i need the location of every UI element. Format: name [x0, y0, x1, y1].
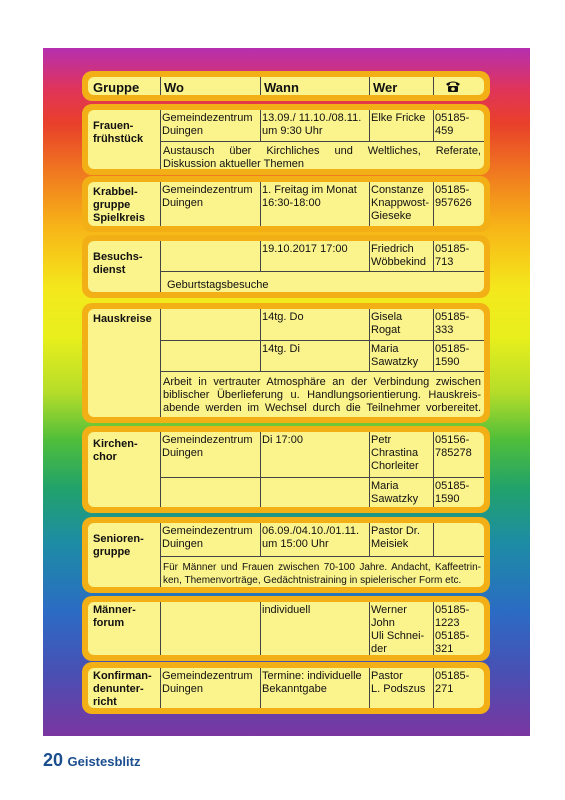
time: 13.09./ 11.10./08.11. um 9:30 Uhr: [262, 112, 362, 137]
group-name: Kirchen- chor: [93, 438, 138, 463]
group-konfirmandenunterricht: [82, 662, 490, 714]
group-name: Hauskreise: [93, 313, 152, 325]
publication-title: Geistesblitz: [67, 754, 141, 769]
contact-person: Petr Chrastina Chorleiter: [371, 434, 419, 472]
group-seniorengruppe: [82, 517, 490, 593]
time: 14tg. Do: [262, 311, 304, 323]
contact-person: Elke Fricke: [371, 112, 426, 124]
time: 1. Freitag im Monat 16:30-18:00: [262, 184, 357, 209]
contact-person: Pastor Dr. Meisiek: [371, 525, 420, 550]
description: Austausch über Kirchliches und Weltliches, Referate, Diskussion aktueller Themen: [163, 145, 481, 169]
phone-number: 05185- 459: [435, 112, 470, 137]
group-name: Männer- forum: [93, 604, 136, 629]
time: Termine: individuelle Bekanntgabe: [262, 670, 362, 695]
contact-person: Gisela Rogat: [371, 311, 403, 336]
group-frauenfruehstueck: [82, 104, 490, 175]
contact-person: Constanze Knappwost- Gieseke: [371, 184, 430, 222]
group-maennerforum: [82, 596, 490, 661]
phone-number: 05185- 1590: [435, 343, 470, 368]
group-name: Frauen- frühstück: [93, 120, 144, 145]
group-hauskreise: [82, 303, 490, 423]
phone-number: 05185- 713: [435, 243, 470, 268]
time: Di 17:00: [262, 434, 303, 446]
group-kirchenchor: [82, 426, 490, 513]
telephone-icon: [445, 80, 461, 93]
contact-person: Maria Sawatzky: [371, 343, 419, 368]
phone-number: 05156- 785278: [435, 434, 472, 459]
contact-person: Werner John Uli Schnei- der: [371, 604, 425, 655]
location: Gemeindezentrum Duingen: [162, 525, 253, 550]
phone-number: 05185- 1590: [435, 480, 470, 505]
phone-number: 05185- 271: [435, 670, 470, 695]
location: Gemeindezentrum Duingen: [162, 670, 253, 695]
contact-person: Pastor L. Podszus: [371, 670, 426, 695]
contact-person: Maria Sawatzky: [371, 480, 419, 505]
group-krabbelgruppe: [82, 176, 490, 232]
table-header: [82, 71, 490, 101]
time: 14tg. Di: [262, 343, 300, 355]
contact-person: Friedrich Wöbbekind: [371, 243, 427, 268]
time: 19.10.2017 17:00: [262, 243, 348, 255]
header-wann: Wann: [264, 80, 299, 95]
phone-number: 05185- 1223 05185- 321: [435, 604, 470, 655]
description: Geburtstagsbesuche: [167, 279, 269, 291]
phone-number: 05185- 333: [435, 311, 470, 336]
header-gruppe: Gruppe: [93, 80, 140, 95]
page-footer: [43, 750, 140, 771]
header-wer: Wer: [373, 80, 398, 95]
phone-number: 05185- 957626: [435, 184, 472, 209]
group-name: Besuchs- dienst: [93, 251, 143, 276]
time: 06.09./04.10./01.11. um 15:00 Uhr: [262, 525, 360, 550]
location: Gemeindezentrum Duingen: [162, 184, 253, 209]
group-name: Krabbel- gruppe Spielkreis: [93, 186, 145, 224]
group-besuchsdienst: [82, 235, 490, 298]
description: Für Männer und Frauen zwischen 70-100 Jahre. Andacht, Kaffeetrin- ken, Themenvorträge, Gedächtnistraining in spielerischer Form etc.: [163, 562, 481, 586]
location: Gemeindezentrum Duingen: [162, 434, 253, 459]
group-name: Senioren- gruppe: [93, 533, 144, 558]
group-name: Konfirman- denunter- richt: [93, 670, 152, 708]
header-wo: Wo: [164, 80, 184, 95]
page-number: 20: [43, 750, 64, 770]
location: Gemeindezentrum Duingen: [162, 112, 253, 137]
description: Arbeit in vertrauter Atmosphäre an der Verbindung zwischen biblischer Überlieferung u. Handlungsorientierung. Hauskreis- abende werden im Wechsel durch die Teilnehmer vorbereitet.: [163, 376, 481, 414]
time: individuell: [262, 604, 311, 616]
